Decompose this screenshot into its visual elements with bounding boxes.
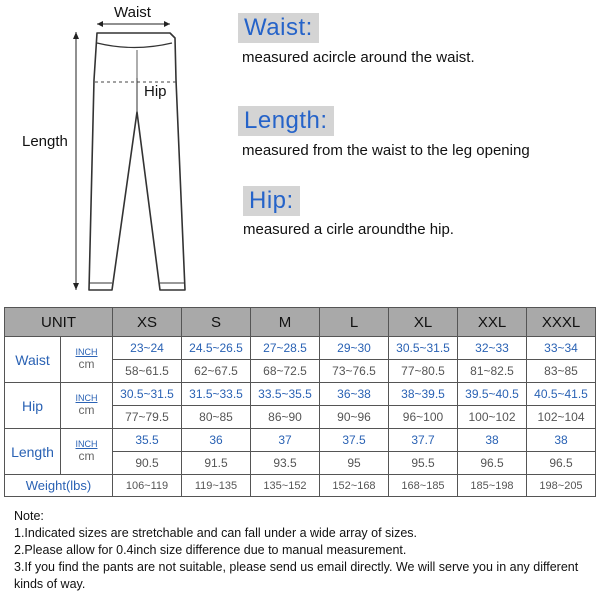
weight-cell: 119~135 — [182, 475, 251, 497]
unit-inch-label: INCH — [75, 347, 98, 358]
waist-cm-cell: 77~80.5 — [389, 360, 458, 383]
length-inch-cell: 36 — [182, 429, 251, 452]
row-label-hip: Hip — [5, 383, 61, 429]
unit-cell — [61, 337, 113, 383]
hip-inch-cell: 36~38 — [320, 383, 389, 406]
waist-cm-cell: 81~82.5 — [458, 360, 527, 383]
unit-cell — [61, 383, 113, 429]
unit-cell — [61, 429, 113, 475]
length-cm-cell: 96.5 — [458, 452, 527, 475]
waist-cm-cell: 83~85 — [527, 360, 596, 383]
size-header: XL — [389, 308, 458, 337]
length-description: measured from the waist to the leg opening — [242, 142, 530, 159]
row-label-length: Length — [5, 429, 61, 475]
weight-cell: 198~205 — [527, 475, 596, 497]
hip-inch-cell: 30.5~31.5 — [113, 383, 182, 406]
hip-description: measured a cirle aroundthe hip. — [243, 221, 454, 238]
hip-cm-cell: 80~85 — [182, 406, 251, 429]
hip-inch-cell: 31.5~33.5 — [182, 383, 251, 406]
length-cm-cell: 91.5 — [182, 452, 251, 475]
waist-inch-cell: 27~28.5 — [251, 337, 320, 360]
diagram-hip-label: Hip — [144, 83, 167, 100]
note-item: 1.Indicated sizes are stretchable and can fall under a wide array of sizes. — [14, 526, 417, 540]
weight-cell: 185~198 — [458, 475, 527, 497]
note-item: 3.If you find the pants are not suitable, please send us email directly. We will serve you in any different kinds of way. — [14, 560, 579, 591]
weight-cell: 106~119 — [113, 475, 182, 497]
length-cm-cell: 95.5 — [389, 452, 458, 475]
length-cm-cell: 93.5 — [251, 452, 320, 475]
waist-cm-cell: 73~76.5 — [320, 360, 389, 383]
waist-inch-cell: 33~34 — [527, 337, 596, 360]
length-inch-cell: 38 — [527, 429, 596, 452]
hip-cm-cell: 102~104 — [527, 406, 596, 429]
row-label-weight: Weight(lbs) — [5, 475, 113, 497]
waist-inch-cell: 29~30 — [320, 337, 389, 360]
weight-cell: 135~152 — [251, 475, 320, 497]
unit-cm-label: cm — [78, 356, 95, 371]
size-header-row — [5, 308, 596, 337]
waist-cm-cell: 68~72.5 — [251, 360, 320, 383]
table-row-hip-inch — [5, 383, 596, 406]
length-cm-cell: 95 — [320, 452, 389, 475]
unit-inch-label: INCH — [75, 393, 98, 404]
weight-cell: 152~168 — [320, 475, 389, 497]
hip-cm-cell: 77~79.5 — [113, 406, 182, 429]
hip-cm-cell: 86~90 — [251, 406, 320, 429]
size-header: XXL — [458, 308, 527, 337]
waist-inch-cell: 23~24 — [113, 337, 182, 360]
waist-heading: Waist: — [238, 13, 319, 43]
row-label-waist: Waist — [5, 337, 61, 383]
waist-inch-cell: 32~33 — [458, 337, 527, 360]
size-header: L — [320, 308, 389, 337]
hip-inch-cell: 39.5~40.5 — [458, 383, 527, 406]
hip-inch-cell: 38~39.5 — [389, 383, 458, 406]
unit-inch-label: INCH — [75, 439, 98, 450]
diagram-length-label: Length — [22, 133, 68, 150]
size-header: XS — [113, 308, 182, 337]
waist-description: measured acircle around the waist. — [242, 49, 475, 66]
diagram-waist-label: Waist — [114, 4, 151, 21]
length-inch-cell: 37.5 — [320, 429, 389, 452]
unit-cm-label: cm — [78, 448, 95, 463]
length-inch-cell: 37 — [251, 429, 320, 452]
length-cm-cell: 90.5 — [113, 452, 182, 475]
note-item: 2.Please allow for 0.4inch size difference due to manual measurement. — [14, 543, 407, 557]
length-inch-cell: 38 — [458, 429, 527, 452]
hip-heading: Hip: — [243, 186, 300, 216]
table-row-waist-inch — [5, 337, 596, 360]
hip-cm-cell: 100~102 — [458, 406, 527, 429]
notes-section — [14, 508, 594, 593]
table-row-weight — [5, 475, 596, 497]
unit-header: UNIT — [5, 308, 113, 337]
notes-title: Note: — [14, 509, 44, 523]
pants-outline-illustration — [0, 0, 230, 300]
size-chart-table — [4, 307, 596, 497]
waist-inch-cell: 24.5~26.5 — [182, 337, 251, 360]
length-heading: Length: — [238, 106, 334, 136]
length-inch-cell: 35.5 — [113, 429, 182, 452]
length-inch-cell: 37.7 — [389, 429, 458, 452]
size-header: M — [251, 308, 320, 337]
weight-cell: 168~185 — [389, 475, 458, 497]
waist-cm-cell: 62~67.5 — [182, 360, 251, 383]
length-cm-cell: 96.5 — [527, 452, 596, 475]
size-header: XXXL — [527, 308, 596, 337]
waist-cm-cell: 58~61.5 — [113, 360, 182, 383]
size-header: S — [182, 308, 251, 337]
table-row-length-inch — [5, 429, 596, 452]
hip-inch-cell: 33.5~35.5 — [251, 383, 320, 406]
hip-inch-cell: 40.5~41.5 — [527, 383, 596, 406]
waist-inch-cell: 30.5~31.5 — [389, 337, 458, 360]
hip-cm-cell: 90~96 — [320, 406, 389, 429]
unit-cm-label: cm — [78, 402, 95, 417]
hip-cm-cell: 96~100 — [389, 406, 458, 429]
